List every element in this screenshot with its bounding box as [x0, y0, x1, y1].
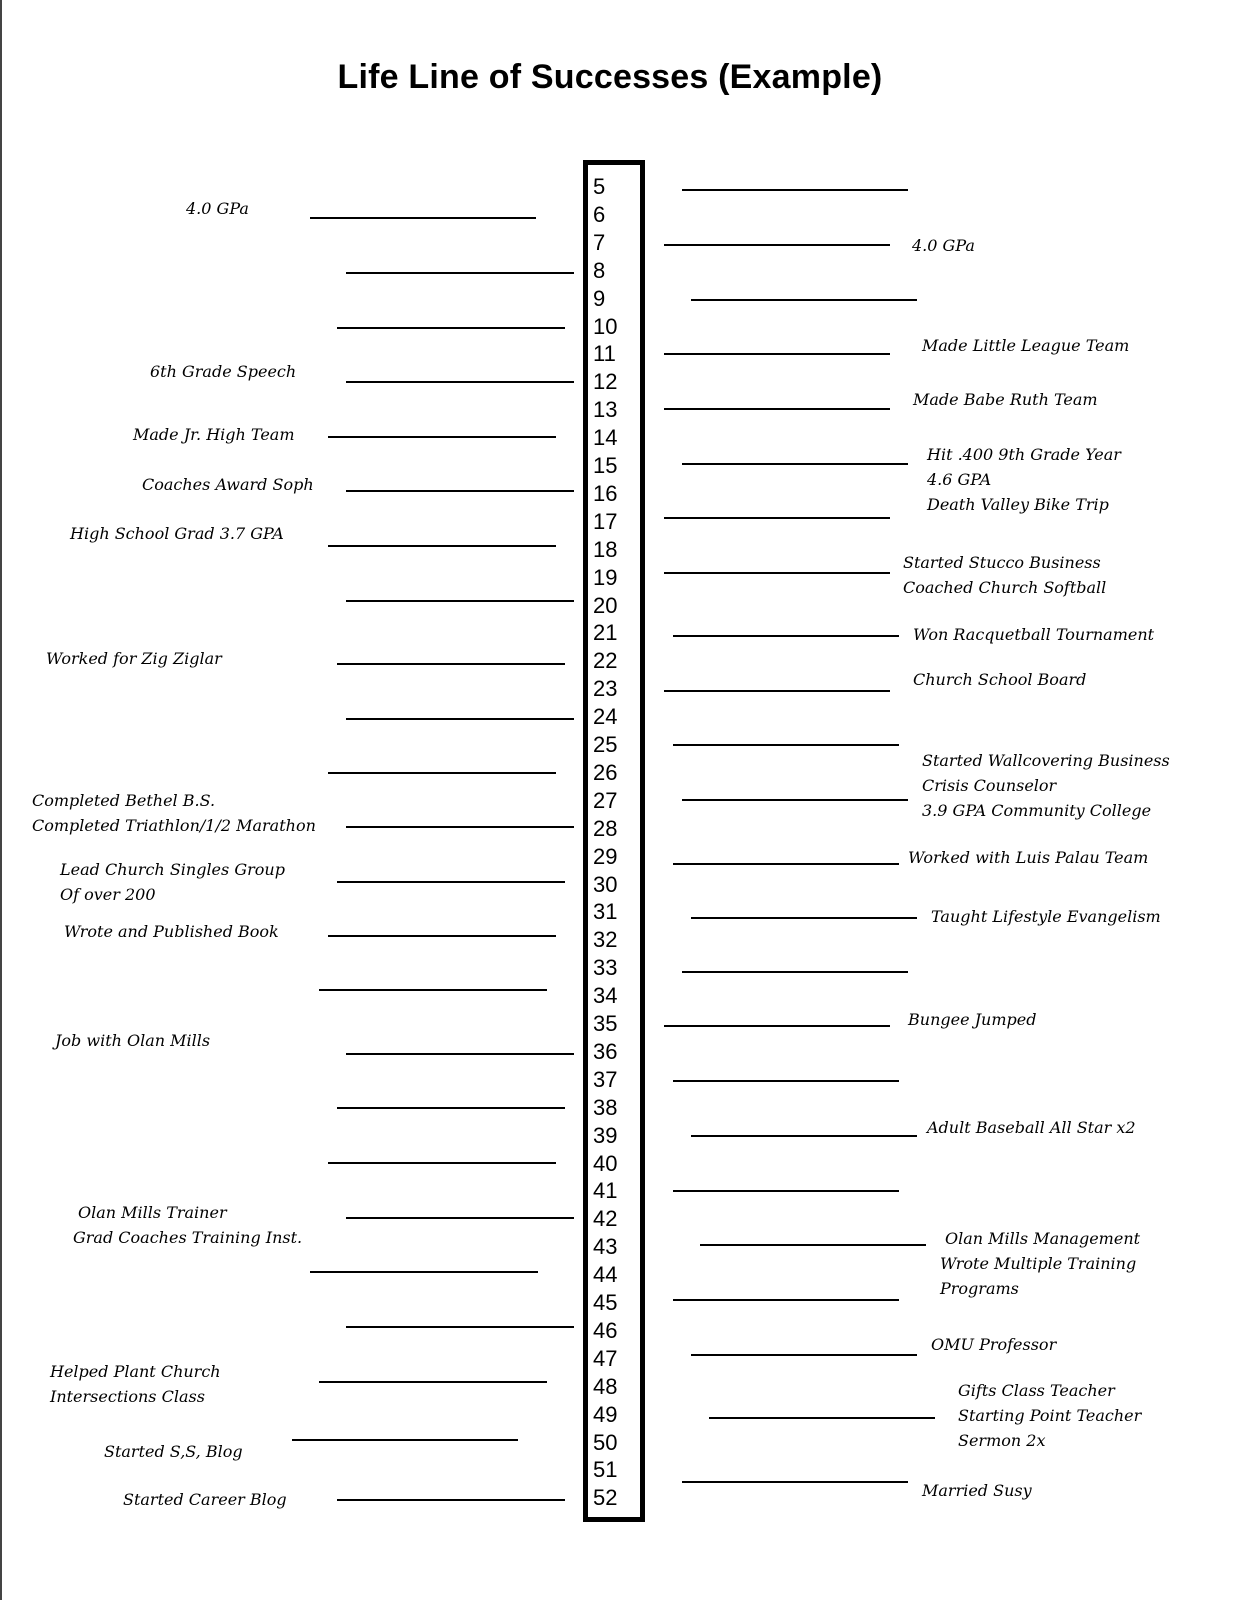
- left-line: [337, 1107, 565, 1109]
- age-number: 6: [593, 201, 606, 227]
- age-number: 42: [593, 1206, 618, 1232]
- right-note: Sermon 2x: [958, 1431, 1046, 1450]
- age-number: 49: [593, 1401, 618, 1427]
- right-note: Taught Lifestyle Evangelism: [931, 907, 1161, 926]
- age-number: 26: [593, 759, 618, 785]
- left-line: [346, 1053, 574, 1055]
- left-line: [328, 1162, 556, 1164]
- age-number: 39: [593, 1122, 618, 1148]
- left-note: Completed Triathlon/1/2 Marathon: [32, 816, 316, 835]
- left-line: [328, 436, 556, 438]
- age-number: 19: [593, 564, 618, 590]
- right-line: [664, 408, 890, 410]
- age-number: 9: [593, 285, 606, 311]
- age-number: 18: [593, 536, 618, 562]
- age-number: 27: [593, 787, 618, 813]
- left-line: [346, 272, 574, 274]
- left-line: [337, 663, 565, 665]
- right-line: [682, 799, 908, 801]
- left-line: [292, 1439, 518, 1441]
- age-number: 22: [593, 648, 618, 674]
- age-number: 10: [593, 313, 618, 339]
- left-line: [337, 327, 565, 329]
- age-number: 50: [593, 1429, 618, 1455]
- right-note: Made Babe Ruth Team: [913, 390, 1098, 409]
- page-edge: [0, 0, 2, 1600]
- right-line: [700, 1244, 926, 1246]
- right-line: [682, 463, 908, 465]
- right-line: [691, 917, 917, 919]
- left-line: [346, 600, 574, 602]
- left-note: Olan Mills Trainer: [78, 1203, 227, 1222]
- age-number: 21: [593, 620, 618, 646]
- right-line: [691, 299, 917, 301]
- left-note: Intersections Class: [50, 1387, 205, 1406]
- left-line: [310, 1271, 538, 1273]
- right-note: Bungee Jumped: [908, 1010, 1037, 1029]
- left-line: [319, 1381, 547, 1383]
- right-note: Death Valley Bike Trip: [927, 495, 1109, 514]
- left-note: Worked for Zig Ziglar: [46, 649, 222, 668]
- left-line: [346, 826, 574, 828]
- left-note: 6th Grade Speech: [150, 362, 297, 381]
- left-note: Lead Church Singles Group: [60, 860, 285, 879]
- age-number: 25: [593, 732, 618, 757]
- right-line: [673, 1299, 899, 1301]
- left-note: Started Career Blog: [123, 1490, 287, 1509]
- left-line: [346, 381, 574, 383]
- age-number: 14: [593, 425, 618, 451]
- age-number: 46: [593, 1317, 618, 1343]
- right-line: [673, 744, 899, 746]
- right-line: [673, 1190, 899, 1192]
- age-number: 20: [593, 592, 618, 618]
- left-line: [319, 989, 547, 991]
- right-line: [682, 189, 908, 191]
- age-number: 17: [593, 508, 618, 534]
- right-line: [664, 1025, 890, 1027]
- left-note: Job with Olan Mills: [55, 1031, 211, 1050]
- right-note: Gifts Class Teacher: [958, 1381, 1115, 1400]
- age-number: 13: [593, 397, 618, 423]
- age-number: 5: [593, 174, 606, 199]
- right-note: Adult Baseball All Star x2: [927, 1118, 1136, 1137]
- left-line: [337, 1499, 565, 1501]
- right-line: [664, 517, 890, 519]
- right-line: [664, 690, 890, 692]
- right-note: 4.0 GPa: [912, 236, 975, 255]
- right-note: Coached Church Softball: [903, 578, 1107, 597]
- left-note: Made Jr. High Team: [133, 425, 295, 444]
- age-number: 47: [593, 1345, 618, 1371]
- right-note: Starting Point Teacher: [958, 1406, 1142, 1425]
- right-line: [664, 244, 890, 246]
- right-line: [673, 863, 899, 865]
- left-line: [337, 881, 565, 883]
- age-number: 7: [593, 229, 606, 255]
- right-note: Programs: [940, 1279, 1019, 1298]
- left-note: Of over 200: [60, 885, 156, 904]
- left-note: High School Grad 3.7 GPA: [70, 524, 284, 543]
- age-number: 40: [593, 1150, 618, 1176]
- right-line: [673, 1080, 899, 1082]
- right-note: Hit .400 9th Grade Year: [927, 445, 1121, 464]
- age-number: 51: [593, 1457, 618, 1483]
- age-number: 48: [593, 1373, 618, 1399]
- age-number: 38: [593, 1094, 618, 1120]
- age-number: 35: [593, 1011, 618, 1036]
- left-line: [346, 1217, 574, 1219]
- right-note: Won Racquetball Tournament: [913, 625, 1155, 644]
- right-note: Started Wallcovering Business: [922, 751, 1170, 770]
- age-number: 30: [593, 871, 618, 897]
- left-line: [328, 772, 556, 774]
- right-note: Church School Board: [913, 670, 1087, 689]
- right-note: 4.6 GPA: [927, 470, 992, 489]
- right-note: Olan Mills Management: [945, 1229, 1141, 1248]
- left-line: [346, 1326, 574, 1328]
- left-note: Grad Coaches Training Inst.: [73, 1228, 303, 1247]
- age-number: 8: [593, 257, 606, 283]
- age-number: 23: [593, 676, 618, 702]
- right-line: [709, 1417, 935, 1419]
- age-number: 28: [593, 815, 618, 841]
- right-note: Crisis Counselor: [922, 776, 1057, 795]
- age-number: 24: [593, 704, 618, 730]
- left-note: Coaches Award Soph: [142, 475, 314, 494]
- age-number: 34: [593, 983, 618, 1009]
- right-line: [664, 572, 890, 574]
- age-number: 45: [593, 1290, 618, 1315]
- right-note: OMU Professor: [931, 1335, 1057, 1354]
- left-line: [328, 545, 556, 547]
- age-number: 16: [593, 480, 618, 506]
- left-note: Started S,S, Blog: [104, 1442, 243, 1461]
- age-number: 41: [593, 1178, 618, 1204]
- right-note: Made Little League Team: [922, 336, 1130, 355]
- age-number: 31: [593, 899, 618, 925]
- age-number: 37: [593, 1066, 618, 1092]
- age-number: 52: [593, 1485, 618, 1511]
- age-number: 15: [593, 453, 618, 478]
- right-line: [682, 1481, 908, 1483]
- left-line: [346, 718, 574, 720]
- right-line: [673, 635, 899, 637]
- left-line: [328, 935, 556, 937]
- age-number: 36: [593, 1038, 618, 1064]
- age-number: 32: [593, 927, 618, 953]
- left-note: Completed Bethel B.S.: [32, 791, 216, 810]
- right-line: [682, 971, 908, 973]
- age-number: 43: [593, 1234, 618, 1260]
- left-note: Wrote and Published Book: [64, 922, 279, 941]
- left-note: 4.0 GPa: [186, 199, 249, 218]
- right-note: Started Stucco Business: [903, 553, 1101, 572]
- age-number: 29: [593, 843, 618, 869]
- left-line: [346, 490, 574, 492]
- right-note: Married Susy: [922, 1481, 1032, 1500]
- age-number: 44: [593, 1262, 618, 1288]
- left-note: Helped Plant Church: [50, 1362, 221, 1381]
- right-line: [691, 1135, 917, 1137]
- page-title: Life Line of Successes (Example): [337, 58, 883, 96]
- right-line: [664, 353, 890, 355]
- age-number: 33: [593, 955, 618, 981]
- right-note: 3.9 GPA Community College: [922, 801, 1152, 820]
- age-number: 11: [593, 341, 616, 367]
- left-line: [310, 217, 536, 219]
- right-line: [691, 1354, 917, 1356]
- age-number: 12: [593, 369, 618, 395]
- right-note: Worked with Luis Palau Team: [908, 848, 1149, 867]
- right-note: Wrote Multiple Training: [940, 1254, 1137, 1273]
